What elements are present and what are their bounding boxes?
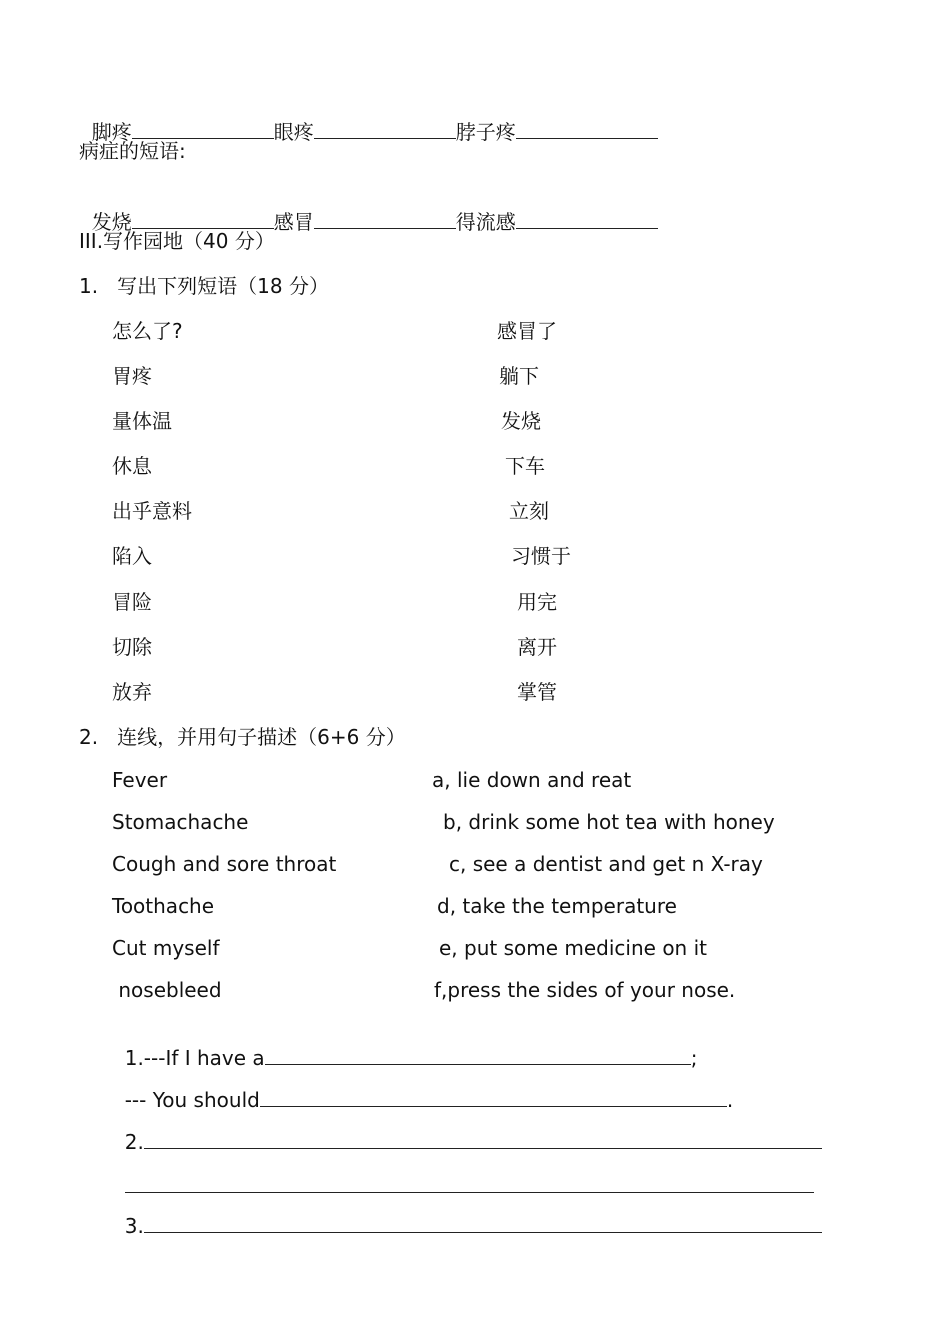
label-eye-pain: 眼疼 xyxy=(273,120,314,144)
q1-left-9: 放弃 xyxy=(112,680,152,704)
q1-right-8: 离开 xyxy=(517,635,557,659)
blank-flu[interactable] xyxy=(516,208,658,229)
q2-left-5: Cut myself xyxy=(112,936,220,960)
q2-left-6: nosebleed xyxy=(112,978,222,1002)
answer-2-blank-a[interactable] xyxy=(144,1128,822,1149)
answer-3-line xyxy=(112,1188,822,1238)
answer-3-number: 3. xyxy=(124,1214,144,1238)
blank-eye-pain[interactable] xyxy=(314,118,456,139)
symptom-row-1 xyxy=(79,94,658,144)
label-fever: 发烧 xyxy=(91,210,132,234)
q1-left-2: 胃疼 xyxy=(112,364,152,388)
q2-left-4: Toothache xyxy=(112,894,215,918)
label-neck-pain: 脖子疼 xyxy=(455,120,516,144)
symptom-phrases-heading: 病症的短语: xyxy=(79,139,186,163)
q1-left-4: 休息 xyxy=(112,454,152,478)
q1-left-7: 冒险 xyxy=(112,590,152,614)
answer-2-number: 2. xyxy=(124,1130,144,1154)
q1-right-4: 下车 xyxy=(505,454,545,478)
q2-right-2: b, drink some hot tea with honey xyxy=(443,810,775,834)
answer-3-blank[interactable] xyxy=(144,1212,822,1233)
q2-right-1: a, lie down and reat xyxy=(432,768,632,792)
q1-left-8: 切除 xyxy=(112,635,152,659)
q1-left-5: 出乎意料 xyxy=(112,499,192,523)
label-cold: 感冒 xyxy=(273,210,314,234)
q2-right-3: c, see a dentist and get n X-ray xyxy=(449,852,763,876)
answer-1-should: --- You should xyxy=(124,1088,260,1112)
q1-left-6: 陷入 xyxy=(112,544,152,568)
q2-right-4: d, take the temperature xyxy=(437,894,677,918)
q1-right-3: 发烧 xyxy=(501,409,541,433)
q1-right-6: 习惯于 xyxy=(511,544,571,568)
q1-right-9: 掌管 xyxy=(517,680,557,704)
q1-left-1: 怎么了? xyxy=(112,319,183,343)
q2-left-1: Fever xyxy=(112,768,168,792)
q1-right-1: 感冒了 xyxy=(497,319,557,343)
q2-right-6: f,press the sides of your nose. xyxy=(434,978,736,1002)
blank-neck-pain[interactable] xyxy=(516,118,658,139)
question-2-title: 2. 连线，并用句子描述（6+6 分） xyxy=(79,725,406,749)
blank-fever[interactable] xyxy=(132,208,274,229)
q1-right-2: 躺下 xyxy=(499,364,539,388)
answer-1-period: . xyxy=(726,1088,734,1112)
symptom-row-2 xyxy=(79,184,658,234)
label-foot-pain: 脚疼 xyxy=(91,120,132,144)
blank-cold[interactable] xyxy=(314,208,456,229)
q1-right-7: 用完 xyxy=(517,590,557,614)
q1-right-5: 立刻 xyxy=(509,499,549,523)
label-flu: 得流感 xyxy=(455,210,516,234)
q2-right-5: e, put some medicine on it xyxy=(439,936,707,960)
q1-left-3: 量体温 xyxy=(112,409,172,433)
section-3-title: III.写作园地（40 分） xyxy=(79,229,275,253)
q2-left-3: Cough and sore throat xyxy=(112,852,337,876)
question-1-title: 1. 写出下列短语（18 分） xyxy=(79,274,329,298)
answer-1-end: ; xyxy=(690,1046,698,1070)
answer-1-prompt: 1.---If I have a xyxy=(124,1046,265,1070)
blank-foot-pain[interactable] xyxy=(132,118,274,139)
q2-left-2: Stomachache xyxy=(112,810,249,834)
answer-2-line xyxy=(112,1104,822,1154)
